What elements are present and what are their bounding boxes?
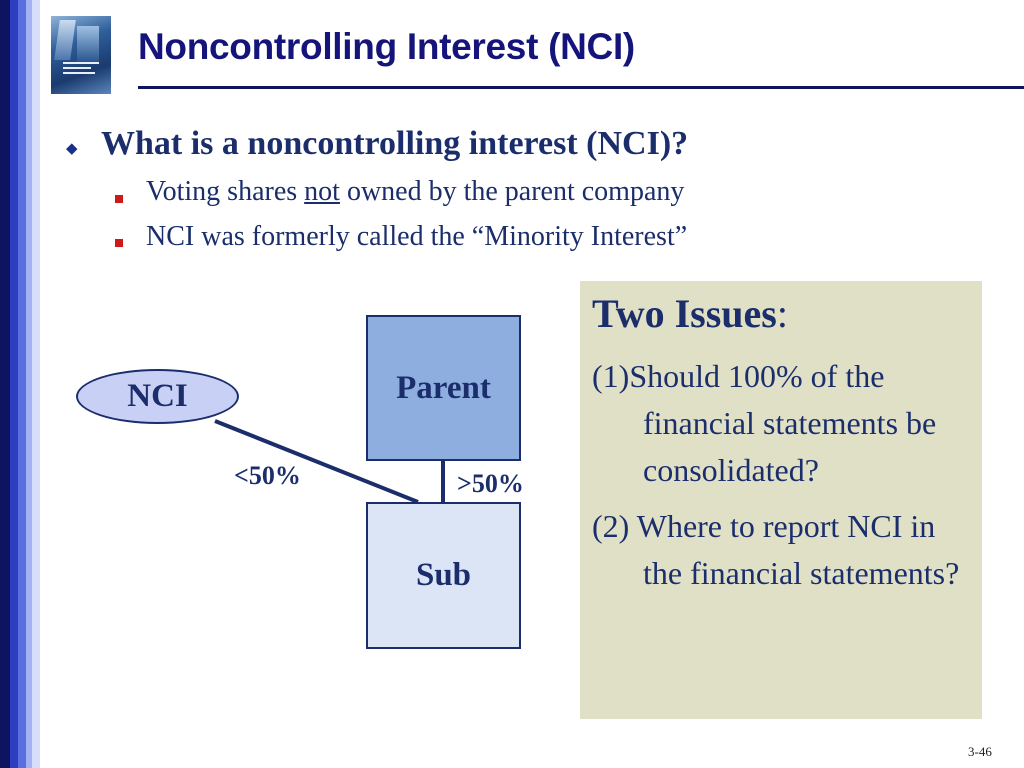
sub-bullet-2: NCI was formerly called the “Minority Interest” — [146, 221, 688, 252]
sub-box: Sub — [366, 502, 521, 649]
nci-percentage: <50% — [234, 461, 301, 490]
issue-1: (1)Should 100% of the financial statements be consolidated? — [592, 358, 937, 488]
issues-panel — [580, 281, 982, 719]
issues-heading: Two Issues: — [592, 291, 788, 336]
emphasis-not: not — [304, 176, 340, 207]
slide-title: Noncontrolling Interest (NCI) — [138, 26, 635, 67]
parent-percentage: >50% — [457, 469, 524, 498]
parent-box: Parent — [366, 315, 521, 461]
sub-bullet-1: Voting shares not owned by the parent company — [146, 176, 685, 207]
nci-oval: NCI — [76, 369, 239, 424]
page-number: 3-46 — [968, 744, 992, 759]
diamond-bullet-icon: ◆ — [66, 141, 78, 157]
main-bullet: What is a noncontrolling interest (NCI)? — [101, 125, 689, 162]
issue-2: (2) Where to report NCI in the financial statements? — [592, 508, 960, 591]
